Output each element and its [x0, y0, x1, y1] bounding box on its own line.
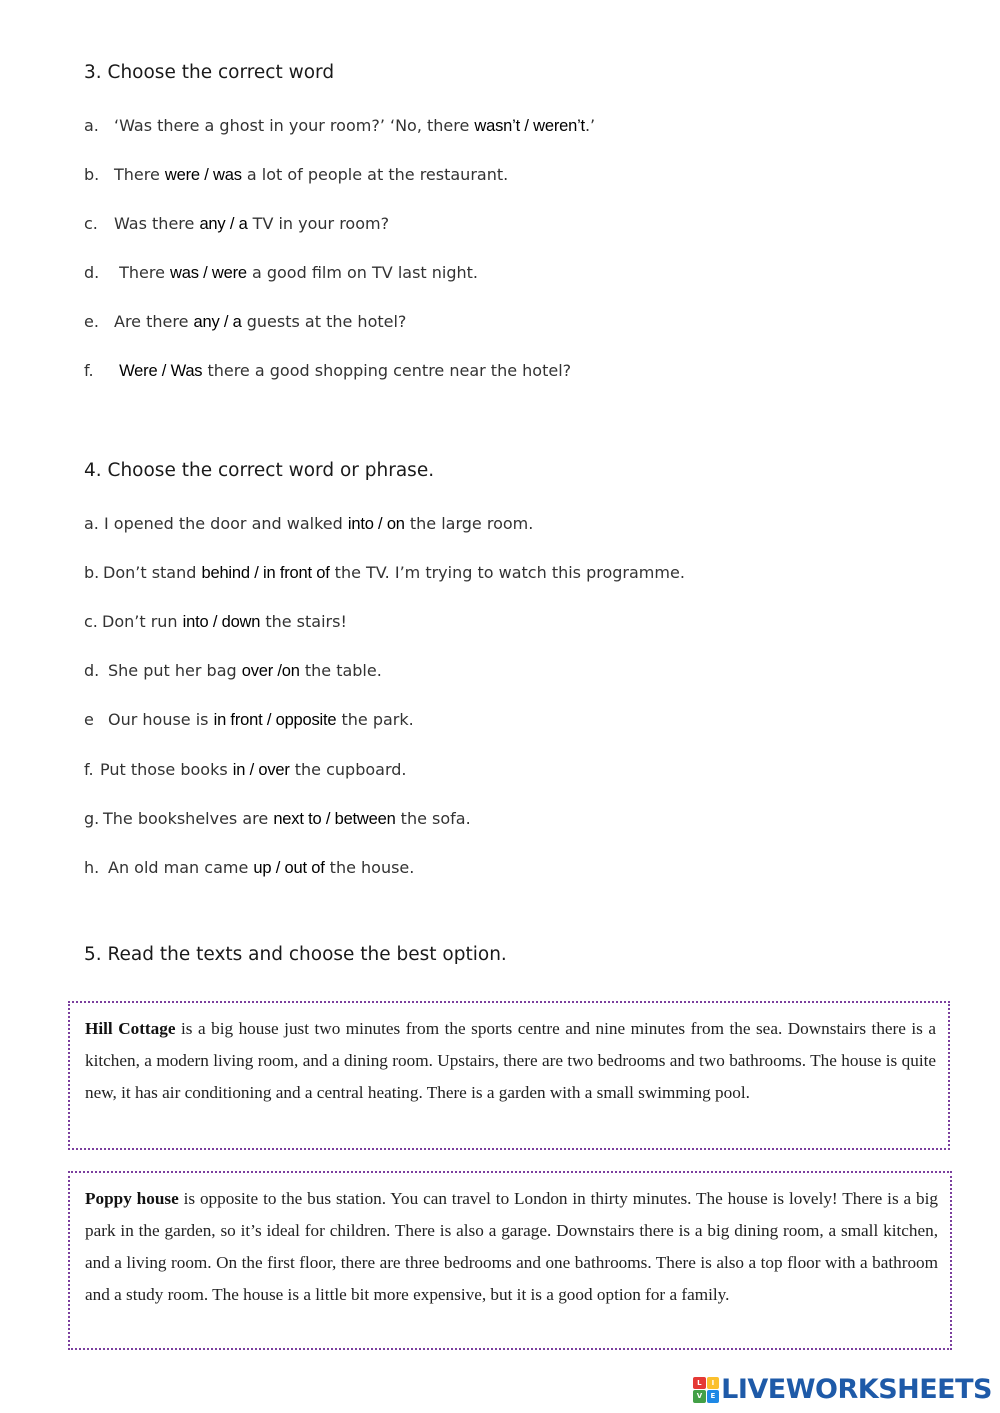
section-4-heading: 4. Choose the correct word or phrase. [84, 460, 435, 481]
word-options[interactable]: next to / between [273, 810, 396, 828]
logo-mark-letter: L [693, 1377, 706, 1390]
word-options[interactable]: wasn’t / weren’t [474, 117, 585, 135]
list-item [84, 563, 685, 583]
item-text: Are there [114, 312, 194, 331]
item-text: the stairs! [260, 612, 347, 631]
item-text: I opened the door and walked [104, 514, 348, 533]
item-text: She put her bag [108, 661, 242, 680]
house-description: is a big house just two minutes from the sports centre and nine minutes from the sea. Downstairs there is a kitchen, a modern living room, and a dining room. Upstairs, there are two bedrooms and two bathrooms. The house is quite new, it has air conditioning and a central heating. There is a garden with a small swimming pool. [85, 1019, 937, 1102]
logo-mark-letter: I [707, 1377, 720, 1390]
word-options[interactable]: into / down [182, 613, 261, 631]
item-text: There [114, 263, 170, 282]
item-text: there a good shopping centre near the hotel? [202, 361, 572, 380]
item-label: g. [84, 809, 100, 828]
item-text: a good film on TV last night. [246, 263, 479, 282]
word-options[interactable]: Were / Was [119, 362, 203, 380]
text-box-hill-cottage [68, 1001, 950, 1150]
item-label: b. [84, 165, 100, 184]
list-item [84, 858, 414, 878]
word-options[interactable]: behind / in front of [201, 564, 330, 582]
list-item [84, 514, 533, 534]
word-options[interactable]: in / over [232, 761, 290, 779]
word-options[interactable]: up / out of [253, 859, 325, 877]
item-text: guests at the hotel? [241, 312, 407, 331]
house-name: Hill Cottage [85, 1019, 176, 1038]
logo-mark-letter: E [707, 1390, 720, 1403]
item-label: f. [84, 361, 94, 380]
list-item [84, 312, 406, 332]
list-item [84, 710, 414, 730]
word-options[interactable]: were / was [164, 166, 242, 184]
house-description: is opposite to the bus station. You can travel to London in thirty minutes. The house is lovely! There is a big park in the garden, so it’s ideal for children. There is also a garage. Downstairs there is a big dining room, a small kitchen, and a living room. On the first floor, there are three bedrooms and one bathrooms. There is also a top floor with a bathroom and a study room. The house is a little bit more expensive, but it is a good option for a family. [85, 1189, 938, 1304]
item-text: the TV. I’m trying to watch this programme. [329, 563, 685, 582]
item-text: ‘Was there a ghost in your room?’ ‘No, there [114, 116, 475, 135]
item-label: e [84, 710, 94, 729]
list-item [84, 165, 508, 185]
item-text: the table. [299, 661, 382, 680]
item-text: TV in your room? [247, 214, 390, 233]
item-text: .’ [584, 116, 596, 135]
item-label: f. [84, 760, 94, 779]
logo-mark-letter: V [693, 1390, 706, 1403]
list-item [84, 116, 595, 136]
word-options[interactable]: any / a [193, 313, 242, 331]
house-name: Poppy house [85, 1189, 179, 1208]
word-options[interactable]: into / on [347, 515, 405, 533]
list-item [84, 809, 471, 829]
list-item [84, 214, 389, 234]
liveworksheets-logo [693, 1374, 992, 1405]
list-item [84, 263, 478, 283]
item-text: the house. [324, 858, 415, 877]
word-options[interactable]: over /on [241, 662, 300, 680]
item-label: d. [84, 263, 100, 282]
item-text: Our house is [108, 710, 214, 729]
section-3-heading: 3. Choose the correct word [84, 62, 335, 83]
list-item [84, 760, 406, 780]
logo-mark-icon [693, 1377, 719, 1403]
item-label: c. [84, 214, 98, 233]
item-text: Was there [114, 214, 200, 233]
item-text: the cupboard. [289, 760, 407, 779]
item-label: b. [84, 563, 100, 582]
item-text: the park. [336, 710, 414, 729]
logo-text: LIVEWORKSHEETS [721, 1374, 992, 1405]
word-options[interactable]: in front / opposite [213, 711, 337, 729]
item-label: a. [84, 116, 99, 135]
item-label: h. [84, 858, 100, 877]
item-text: Don’t run [102, 612, 183, 631]
item-label: a. [84, 514, 99, 533]
item-text: Put those books [100, 760, 233, 779]
item-label: e. [84, 312, 99, 331]
word-options[interactable]: any / a [199, 215, 248, 233]
text-box-poppy-house [68, 1171, 952, 1350]
item-label: d. [84, 661, 100, 680]
item-label: c. [84, 612, 98, 631]
item-text: a lot of people at the restaurant. [241, 165, 509, 184]
list-item [84, 361, 571, 381]
item-text: Don’t stand [103, 563, 202, 582]
item-text: The bookshelves are [103, 809, 274, 828]
item-text: the large room. [404, 514, 534, 533]
list-item [84, 612, 347, 632]
item-text: An old man came [108, 858, 254, 877]
list-item [84, 661, 382, 681]
item-text: There [114, 165, 165, 184]
section-5-heading: 5. Read the texts and choose the best option. [84, 944, 507, 965]
item-text: the sofa. [395, 809, 471, 828]
word-options[interactable]: was / were [170, 264, 247, 282]
